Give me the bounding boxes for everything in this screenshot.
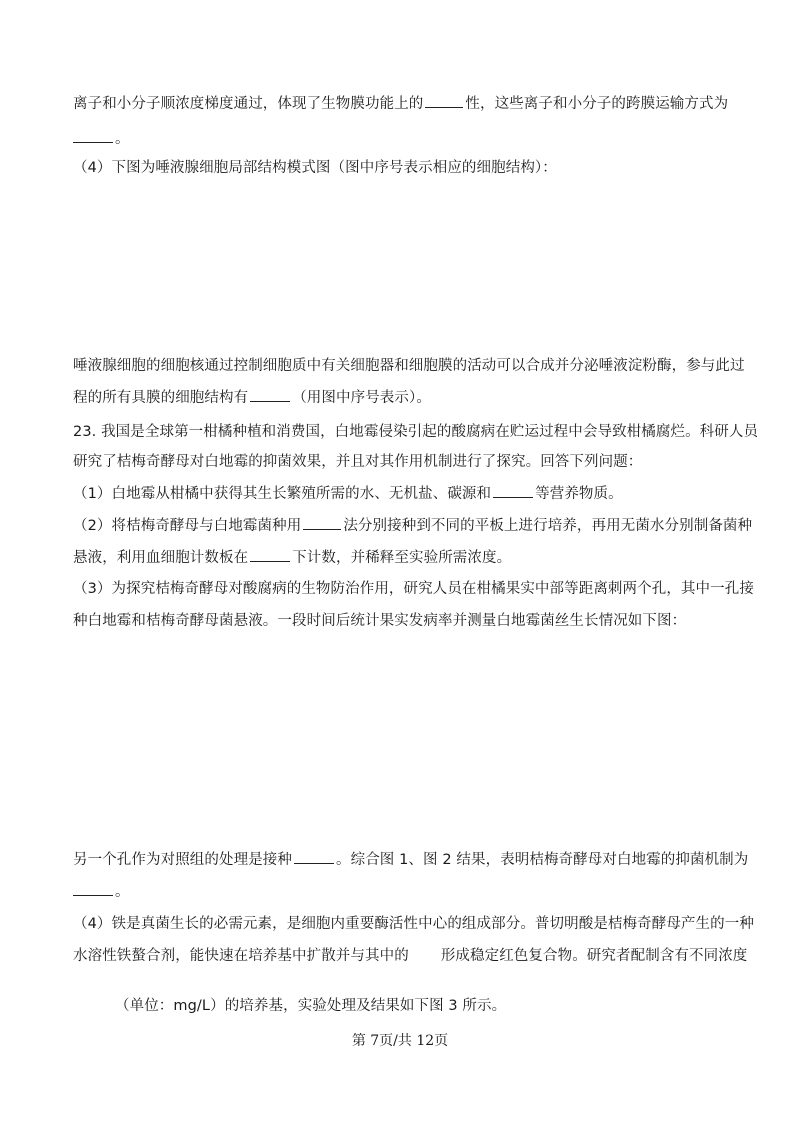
answer-blank[interactable] — [493, 485, 533, 498]
answer-blank[interactable] — [250, 549, 290, 562]
answer-blank[interactable] — [294, 851, 334, 864]
q23-stem-1: 23. 我国是全球第一柑橘种植和消费国，白地霉侵染引起的酸腐病在贮运过程中会导致柑橘腐烂。科研人员 — [73, 424, 759, 440]
page-footer: 第 7页/共 12页 — [351, 1033, 449, 1049]
q23-sub4-line-2: 水溶性铁螯合剂，能快速在培养基中扩散并与其中的 形成稳定红色复合物。研究者配制含有不同浓度 — [73, 948, 748, 964]
q23-sub3-line-3: 另一个孔作为对照组的处理是接种 。综合图 1、图 2 结果，表明桔梅奇酵母对白地霉的抑菌机制为 — [73, 852, 749, 868]
q23-sub4-line-1: （4）铁是真菌生长的必需元素，是细胞内重要酶活性中心的组成部分。普切明酸是桔梅奇酵母产生的一种 — [73, 916, 754, 932]
answer-blank[interactable] — [250, 389, 290, 402]
q22-sub4-text-2: 程的所有具膜的细胞结构有 （用图中序号表示）。 — [73, 390, 431, 406]
q22-sub4-intro: （4）下图为唾液腺细胞局部结构模式图（图中序号表示相应的细胞结构）： — [73, 160, 557, 176]
q23-sub3-line-4: 。 — [73, 876, 733, 908]
q23-sub3-line-2: 种白地霉和桔梅奇酵母菌悬液。一段时间后统计果实发病率并测量白地霉菌丝生长情况如下图： — [73, 613, 687, 629]
answer-blank[interactable] — [73, 883, 113, 896]
q23-sub2-line-2: 悬液，利用血细胞计数板在 下计数，并稀释至实验所需浓度。 — [73, 550, 512, 566]
q22-line-2: 。 — [73, 123, 733, 155]
answer-blank[interactable] — [303, 517, 341, 530]
answer-blank[interactable] — [73, 130, 113, 143]
q23-sub4-line-3: （单位：mg/L）的培养基，实验处理及结果如下图 3 所示。 — [115, 998, 507, 1014]
q23-sub2-line-1: （2）将桔梅奇酵母与白地霉菌种用 法分别接种到不同的平板上进行培养，再用无菌水分别制备菌种 — [73, 518, 753, 534]
q23-sub3-line-1: （3）为探究桔梅奇酵母对酸腐病的生物防治作用，研究人员在柑橘果实中部等距离刺两个孔，其中一孔接 — [73, 581, 754, 597]
answer-blank[interactable] — [425, 95, 463, 108]
q23-sub1: （1）白地霉从柑橘中获得其生长繁殖所需的水、无机盐、碳源和 等营养物质。 — [73, 486, 623, 502]
q23-stem-2: 研究了桔梅奇酵母对白地霉的抑菌效果，并且对其作用机制进行了探究。回答下列问题： — [73, 454, 643, 470]
q22-line-1: 离子和小分子顺浓度梯度通过，体现了生物膜功能上的 性，这些离子和小分子的跨膜运输方式为 — [73, 96, 729, 112]
q22-sub4-text-1: 唾液腺细胞的细胞核通过控制细胞质中有关细胞器和细胞膜的活动可以合成并分泌唾液淀粉酶，参与此过 — [73, 358, 745, 374]
